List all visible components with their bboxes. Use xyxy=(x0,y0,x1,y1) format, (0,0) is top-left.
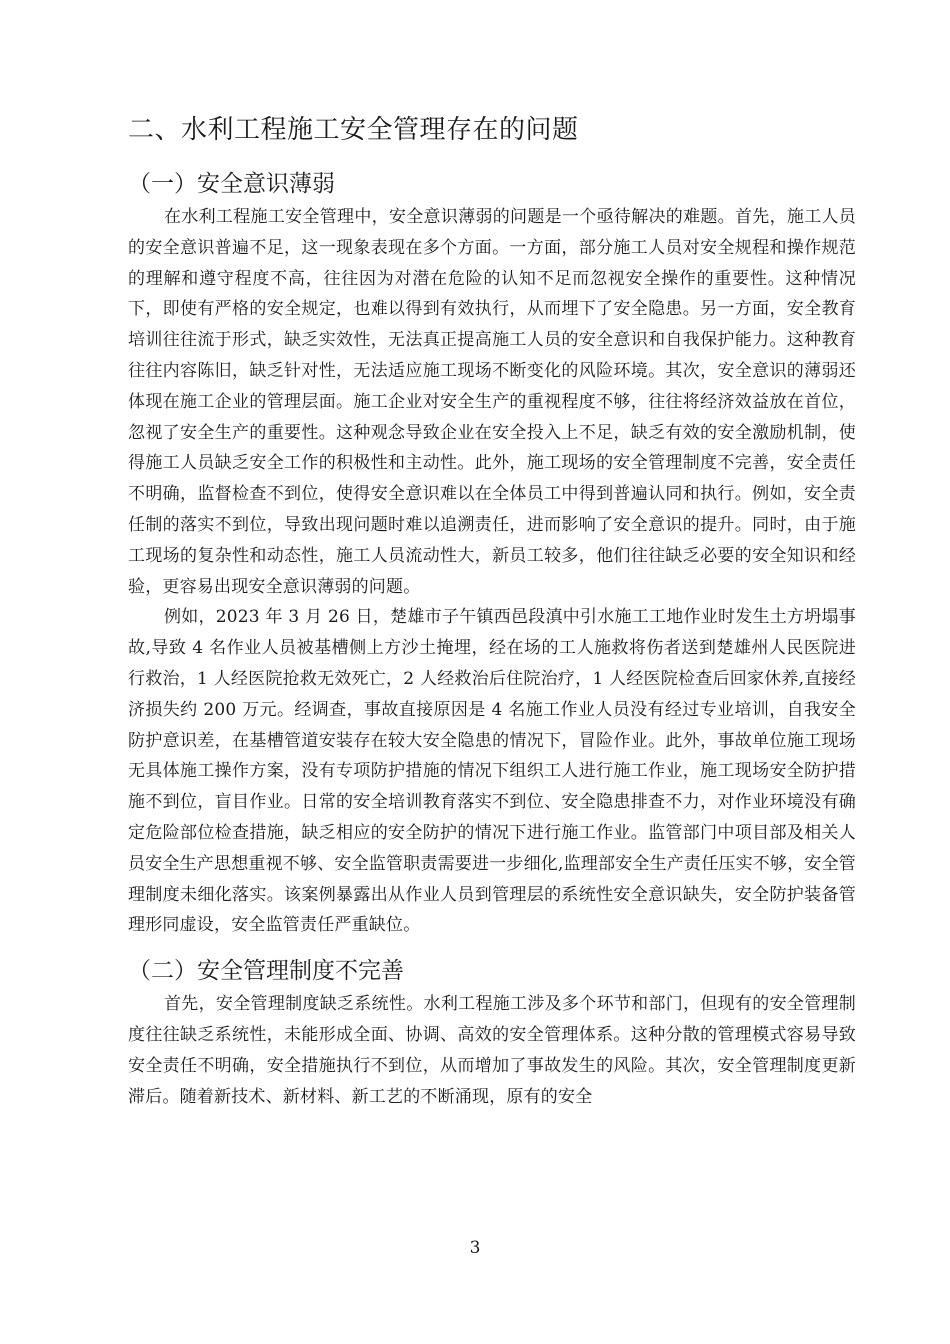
section-management-system xyxy=(128,955,856,1112)
document-page xyxy=(128,112,856,1112)
page-number: 3 xyxy=(469,1238,481,1258)
chapter-heading: 二、水利工程施工安全管理存在的问题 xyxy=(128,115,579,145)
section-heading: （一）安全意识薄弱 xyxy=(128,171,335,197)
section-safety-awareness xyxy=(128,168,856,941)
paragraph: 在水利工程施工安全管理中，安全意识薄弱的问题是一个亟待解决的难题。首先，施工人员的安全意识普遍不足，这一现象表现在多个方面。一方面，部分施工人员对安全规程和操作规范的理解和遵守程度不高，往往因为对潜在危险的认知不足而忽视安全操作的重要性。这种情况下，即使有严格的安全规定，也难以得到有效执行，从而埋下了安全隐患。另一方面，安全教育培训往往流于形式，缺乏实效性，无法真正提高施工人员的安全意识和自我保护能力。这种教育往往内容陈旧，缺乏针对性，无法适应施工现场不断变化的风险环境。其次，安全意识的薄弱还体现在施工企业的管理层面。施工企业对安全生产的重视程度不够，往往将经济效益放在首位，忽视了安全生产的重要性。这种观念导致企业在安全投入上不足，缺乏有效的安全激励机制，使得施工人员缺乏安全工作的积极性和主动性。此外，施工现场的安全管理制度不完善，安全责任不明确，监督检查不到位，使得安全意识难以在全体员工中得到普遍认同和执行。例如，安全责任制的落实不到位，导致出现问题时难以追溯责任，进而影响了安全意识的提升。同时，由于施工现场的复杂性和动态性，施工人员流动性大，新员工较多，他们往往缺乏必要的安全知识和经验，更容易出现安全意识薄弱的问题。 xyxy=(128,207,856,597)
paragraph: 例如，2023 年 3 月 26 日，楚雄市子午镇西邑段滇中引水施工工地作业时发生土方坍塌事故,导致 4 名作业人员被基槽侧上方沙土掩埋，经在场的工人施救将伤者送到楚雄州人民医院进行救治，1 人经医院抢救无效死亡，2 人经救治后住院治疗，1 人经医院检查后回家休养,直接经济损失约 200 万元。经调查，事故直接原因是 4 名施工作业人员没有经过专业培训，自我安全防护意识差，在基槽管道安装存在较大安全隐患的情况下，冒险作业。此外，事故单位施工现场无具体施工操作方案，没有专项防护措施的情况下组织工人进行施工作业，施工现场安全防护措施不到位，盲目作业。日常的安全培训教育落实不到位、安全隐患排查不力，对作业环境没有确定危险部位检查措施，缺乏相应的安全防护的情况下进行施工作业。监管部门中项目部及相关人员安全生产思想重视不够、安全监管职责需要进一步细化,监理部安全生产责任压实不够，安全管理制度未细化落实。该案例暴露出从作业人员到管理层的系统性安全意识缺失，安全防护装备管理形同虚设，安全监管责任严重缺位。 xyxy=(128,607,857,936)
section-heading: （二）安全管理制度不完善 xyxy=(128,958,404,985)
paragraph: 首先，安全管理制度缺乏系统性。水利工程施工涉及多个环节和部门，但现有的安全管理制度往往缺乏系统性，未能形成全面、协调、高效的安全管理体系。这种分散的管理模式容易导致安全责任不明确，安全措施执行不到位，从而增加了事故发生的风险。其次，安全管理制度更新滞后。随着新技术、新材料、新工艺的不断涌现，原有的安全 xyxy=(128,994,856,1107)
